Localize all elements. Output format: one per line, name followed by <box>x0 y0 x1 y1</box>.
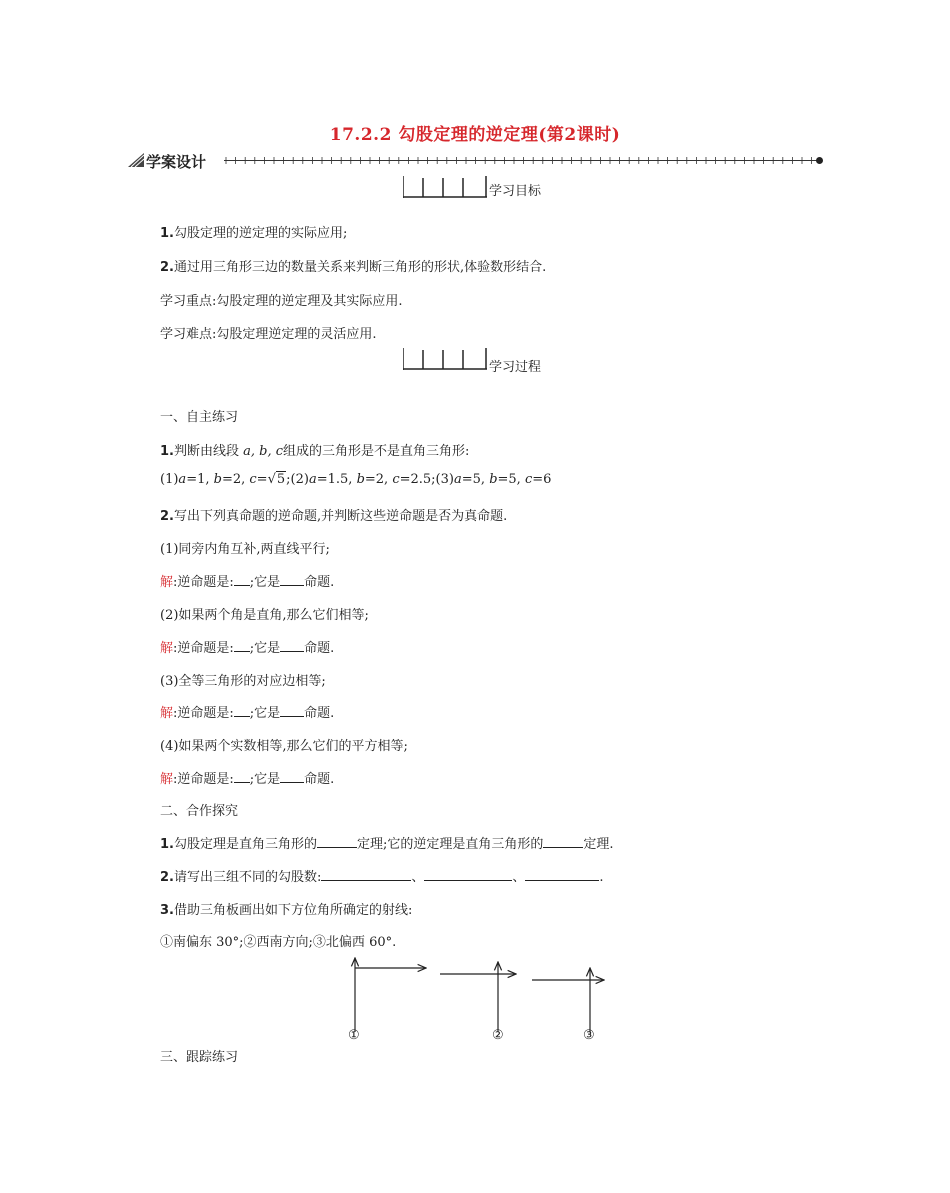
p2-q2-number: 2. <box>160 870 174 885</box>
sqrt-radicand: 5 <box>276 472 286 487</box>
p2-q1-text-a: 勾股定理是直角三角形的 <box>173 837 317 852</box>
eq-8: =5, <box>497 472 525 487</box>
goal-2 <box>160 256 546 275</box>
part1-heading: 一、自主练习 <box>160 410 239 425</box>
case-1-open: (1) <box>160 472 179 487</box>
p2-q3 <box>160 899 412 918</box>
p1-q1-vars: a, b, c <box>243 444 284 459</box>
goal-1 <box>160 222 347 241</box>
p2-q1 <box>160 833 614 852</box>
solution-text-c: 命题. <box>304 772 335 787</box>
answer-blank[interactable] <box>234 639 250 652</box>
p2-q1-text-c: 定理. <box>583 837 614 852</box>
answer-blank[interactable] <box>234 704 250 717</box>
solution-text-c: 命题. <box>304 706 335 721</box>
p2-q2-end: . <box>599 870 604 885</box>
solution-text-c: 命题. <box>304 575 335 590</box>
p1-q2-number: 2. <box>160 509 174 524</box>
section-boxes-icon <box>403 348 489 370</box>
answer-blank[interactable] <box>543 835 583 848</box>
figure-1 <box>355 958 426 1032</box>
solution-4 <box>160 768 334 787</box>
answer-blank[interactable] <box>280 639 304 652</box>
p1-q1 <box>160 440 469 459</box>
goal-2-number: 2. <box>160 260 174 275</box>
answer-blank[interactable] <box>280 573 304 586</box>
part2-heading: 二、合作探究 <box>160 804 239 819</box>
figure-3-label: ③ <box>583 1028 595 1043</box>
solution-label: 解 <box>160 706 174 721</box>
figure-2-label: ② <box>492 1028 504 1043</box>
eq-5: =2, <box>364 472 393 487</box>
answer-blank[interactable] <box>280 704 304 717</box>
var-c: c <box>249 472 257 487</box>
section-boxes-icon <box>403 176 489 198</box>
solution-text-a: :逆命题是: <box>173 641 234 656</box>
figure-3 <box>532 968 604 1032</box>
section-label-process: 学习过程 <box>489 360 542 375</box>
banner-triangle-icon <box>128 153 144 167</box>
p2-q3-items: ①南偏东 30°;②西南方向;③北偏西 60°. <box>160 935 397 950</box>
solution-text-b: ;它是 <box>249 641 281 656</box>
difficulty: 学习难点:勾股定理逆定理的灵活应用. <box>160 327 377 342</box>
p1-q1-post: 组成的三角形是不是直角三角形: <box>283 444 470 459</box>
answer-blank[interactable] <box>321 868 411 881</box>
banner-end-dot <box>816 157 823 164</box>
p1-q1-pre: 判断由线段 <box>173 444 244 459</box>
p2-q1-text-b: 定理;它的逆定理是直角三角形的 <box>357 837 544 852</box>
prop-3: (3)全等三角形的对应边相等; <box>160 674 326 689</box>
answer-blank[interactable] <box>234 573 250 586</box>
focus: 学习重点:勾股定理的逆定理及其实际应用. <box>160 294 403 309</box>
part3-heading: 三、跟踪练习 <box>160 1050 239 1065</box>
var-b: b <box>213 472 222 487</box>
p1-q2 <box>160 505 507 524</box>
solution-text-b: ;它是 <box>249 575 281 590</box>
sqrt-expression <box>268 472 287 487</box>
p2-q3-number: 3. <box>160 903 174 918</box>
solution-label: 解 <box>160 772 174 787</box>
solution-label: 解 <box>160 575 174 590</box>
prop-2: (2)如果两个角是直角,那么它们相等; <box>160 608 369 623</box>
answer-blank[interactable] <box>424 868 512 881</box>
solution-text-b: ;它是 <box>249 772 281 787</box>
p2-q2 <box>160 866 604 885</box>
p1-q2-text: 写出下列真命题的逆命题,并判断这些逆命题是否为真命题. <box>173 509 508 524</box>
banner-ticks <box>224 157 820 164</box>
prop-1: (1)同旁内角互补,两直线平行; <box>160 542 330 557</box>
solution-3 <box>160 702 334 721</box>
answer-blank[interactable] <box>280 770 304 783</box>
p1-q1-number: 1. <box>160 444 174 459</box>
solution-1 <box>160 571 334 590</box>
figure-1-label: ① <box>348 1028 360 1043</box>
p2-q1-number: 1. <box>160 837 174 852</box>
section-label-goals: 学习目标 <box>489 184 542 199</box>
p2-q2-sep-1: 、 <box>411 870 425 885</box>
p2-q3-text: 借助三角板画出如下方位角所确定的射线: <box>173 903 413 918</box>
figure-2 <box>440 962 516 1032</box>
banner-label: 学案设计 <box>146 153 207 171</box>
eq-2: =2, <box>221 472 250 487</box>
p1-q1-cases <box>160 472 551 487</box>
var-b3: b <box>489 472 498 487</box>
var-c3: c <box>524 472 533 487</box>
solution-2 <box>160 637 334 656</box>
p2-q2-text: 请写出三组不同的勾股数: <box>173 870 322 885</box>
eq-4: =1.5, <box>316 472 357 487</box>
var-a2: a <box>308 472 317 487</box>
prop-4: (4)如果两个实数相等,那么它们的平方相等; <box>160 739 408 754</box>
goal-1-text: 勾股定理的逆定理的实际应用; <box>173 226 348 241</box>
answer-blank[interactable] <box>317 835 357 848</box>
solution-text-a: :逆命题是: <box>173 772 234 787</box>
solution-text-a: :逆命题是: <box>173 575 234 590</box>
sqrt-icon: √ <box>267 472 276 487</box>
section-banner <box>128 150 824 172</box>
direction-diagram <box>330 950 620 1046</box>
solution-text-b: ;它是 <box>249 706 281 721</box>
eq-6: =2.5;(3) <box>399 472 454 487</box>
var-b2: b <box>356 472 365 487</box>
eq-1: =1, <box>186 472 214 487</box>
answer-blank[interactable] <box>234 770 250 783</box>
eq-9: =6 <box>532 472 552 487</box>
solution-label: 解 <box>160 641 174 656</box>
sep-1: ;(2) <box>286 472 309 487</box>
document-title: 17.2.2 勾股定理的逆定理(第2课时) <box>329 125 621 145</box>
answer-blank[interactable] <box>525 868 599 881</box>
solution-text-c: 命题. <box>304 641 335 656</box>
solution-text-a: :逆命题是: <box>173 706 234 721</box>
var-a: a <box>178 472 187 487</box>
goal-2-text: 通过用三角形三边的数量关系来判断三角形的形状,体验数形结合. <box>173 260 547 275</box>
var-a3: a <box>453 472 462 487</box>
var-c2: c <box>392 472 400 487</box>
eq-7: =5, <box>461 472 490 487</box>
eq-3: = <box>256 472 268 487</box>
p2-q2-sep-2: 、 <box>512 870 526 885</box>
goal-1-number: 1. <box>160 226 174 241</box>
